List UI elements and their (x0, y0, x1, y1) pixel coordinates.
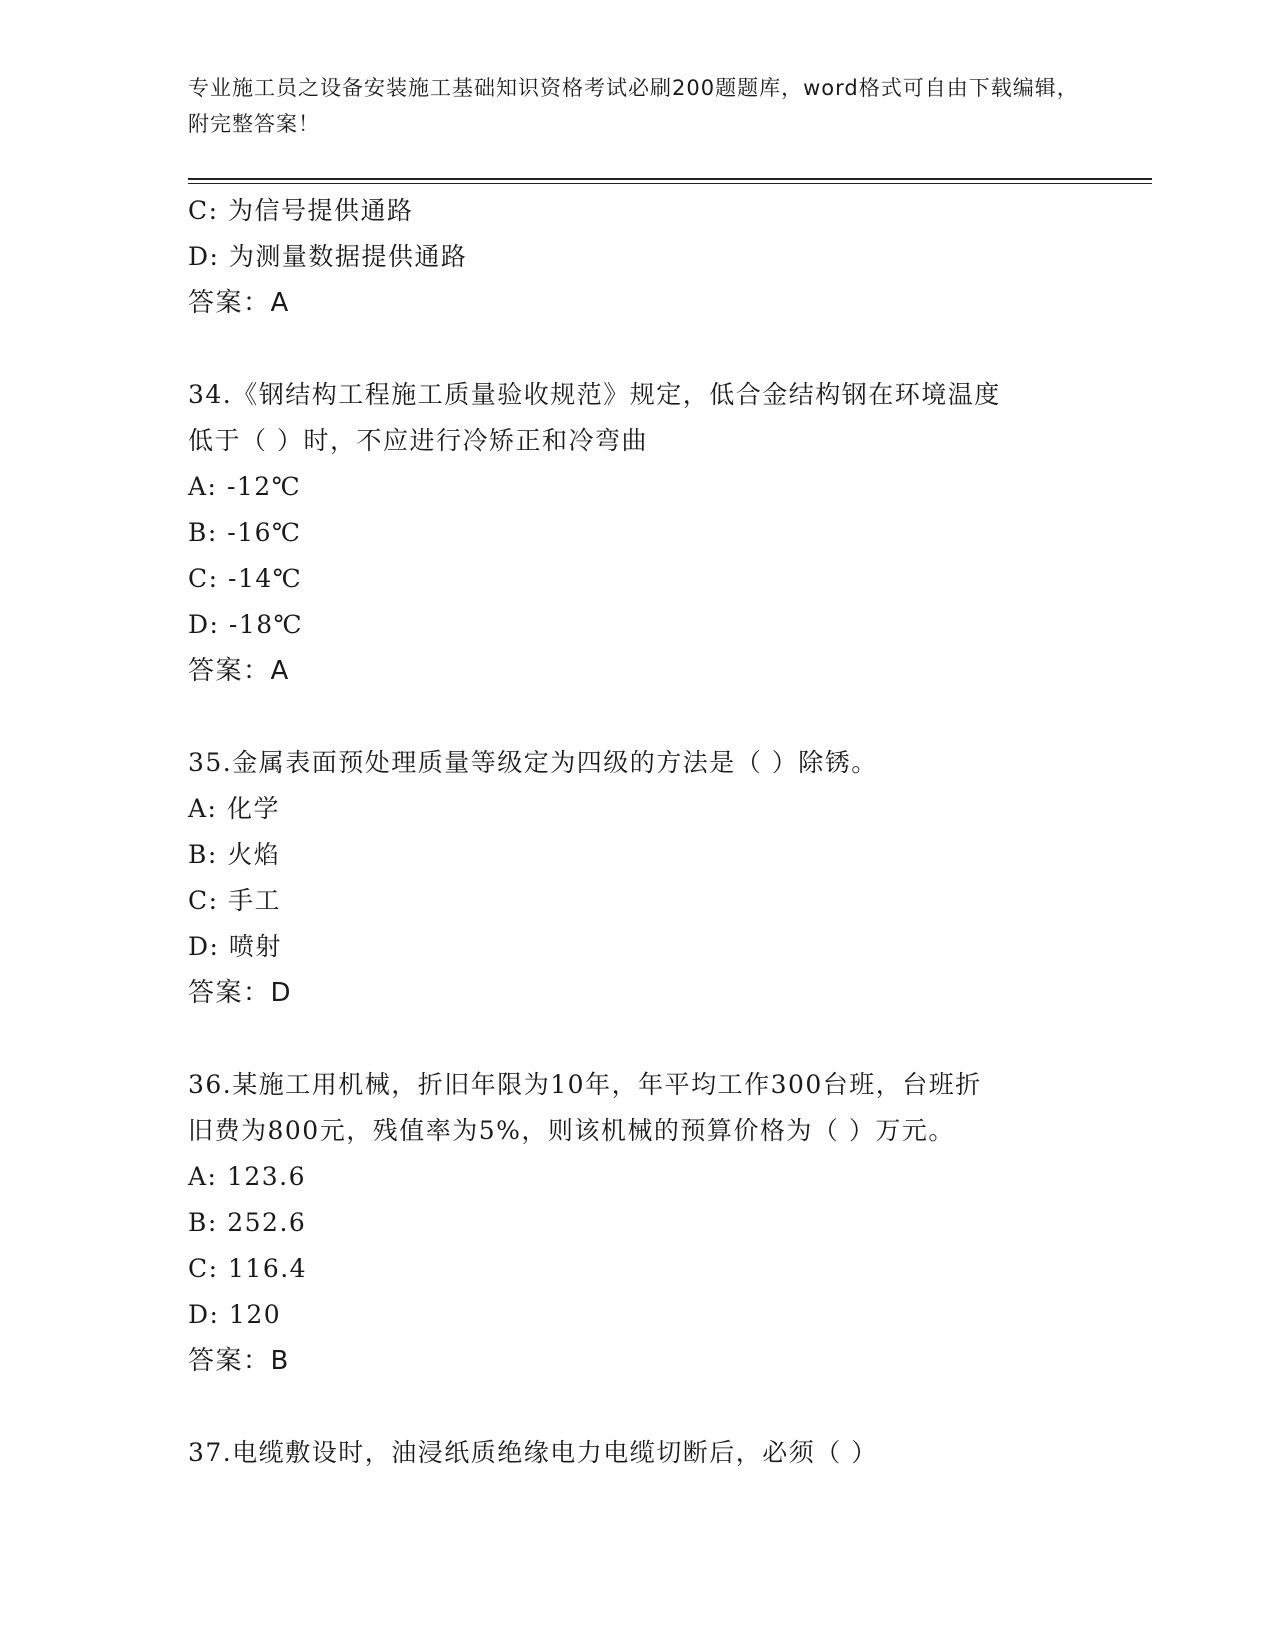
option-label: D: (188, 610, 220, 639)
document-header: 专业施工员之设备安装施工基础知识资格考试必刷200题题库，word格式可自由下载编辑，附完整答案！ (188, 76, 1079, 136)
option-label: C: (188, 1254, 219, 1283)
option-line (188, 1246, 1088, 1292)
question-list (188, 188, 1088, 1476)
option-line (188, 556, 1088, 602)
option-text: 120 (228, 1300, 282, 1329)
answer-line: 答案：D (188, 978, 293, 1008)
option-label: B: (188, 518, 218, 547)
option-line (188, 1200, 1088, 1246)
option-line (188, 510, 1088, 556)
question-stem: 34.《钢结构工程施工质量验收规范》规定，低合金结构钢在环境温度 (188, 380, 1001, 409)
option-label: B: (188, 1208, 218, 1237)
answer-line: 答案：B (188, 1346, 290, 1376)
option-line (188, 924, 1088, 970)
option-label: A: (188, 472, 218, 501)
question-stem-cont: 低于（ ）时，不应进行冷矫正和冷弯曲 (188, 426, 648, 455)
option-text: -18℃ (228, 610, 304, 639)
option-line (188, 602, 1088, 648)
option-text: -14℃ (228, 564, 303, 593)
option-text: 火焰 (227, 840, 281, 869)
option-text: 为信号提供通路 (228, 196, 414, 225)
answer-line: 答案：A (188, 656, 290, 686)
option-line (188, 1154, 1088, 1200)
option-line (188, 832, 1088, 878)
option-line (188, 464, 1088, 510)
option-line (188, 1292, 1088, 1338)
option-label: D: (188, 932, 220, 961)
option-label: D: (188, 242, 220, 271)
option-label: A: (188, 794, 218, 823)
option-text: -12℃ (226, 472, 302, 501)
option-text: -16℃ (227, 518, 302, 547)
option-text: 喷射 (228, 932, 282, 961)
option-text: 化学 (226, 794, 280, 823)
option-label: D: (188, 1300, 220, 1329)
header-rule-thin (188, 183, 1152, 184)
answer-line: 答案：A (188, 288, 290, 318)
option-line (188, 234, 1088, 280)
option-text: 123.6 (226, 1162, 307, 1191)
header-rule-thick (188, 178, 1152, 180)
option-text: 252.6 (227, 1208, 307, 1237)
option-text: 手工 (228, 886, 282, 915)
option-line (188, 188, 1088, 234)
question-stem-cont: 旧费为800元，残值率为5%，则该机械的预算价格为（ ）万元。 (188, 1116, 955, 1145)
question-stem: 37.电缆敷设时，油浸纸质绝缘电力电缆切断后，必须（ ） (188, 1438, 878, 1467)
option-label: A: (188, 1162, 218, 1191)
option-text: 为测量数据提供通路 (228, 242, 468, 271)
question-stem: 35.金属表面预处理质量等级定为四级的方法是（ ）除锈。 (188, 748, 878, 777)
question-stem: 36.某施工用机械，折旧年限为10年，年平均工作300台班，台班折 (188, 1070, 982, 1099)
option-line (188, 786, 1088, 832)
option-text: 116.4 (228, 1254, 308, 1283)
option-label: B: (188, 840, 218, 869)
option-line (188, 878, 1088, 924)
option-label: C: (188, 196, 219, 225)
option-label: C: (188, 564, 219, 593)
option-label: C: (188, 886, 219, 915)
